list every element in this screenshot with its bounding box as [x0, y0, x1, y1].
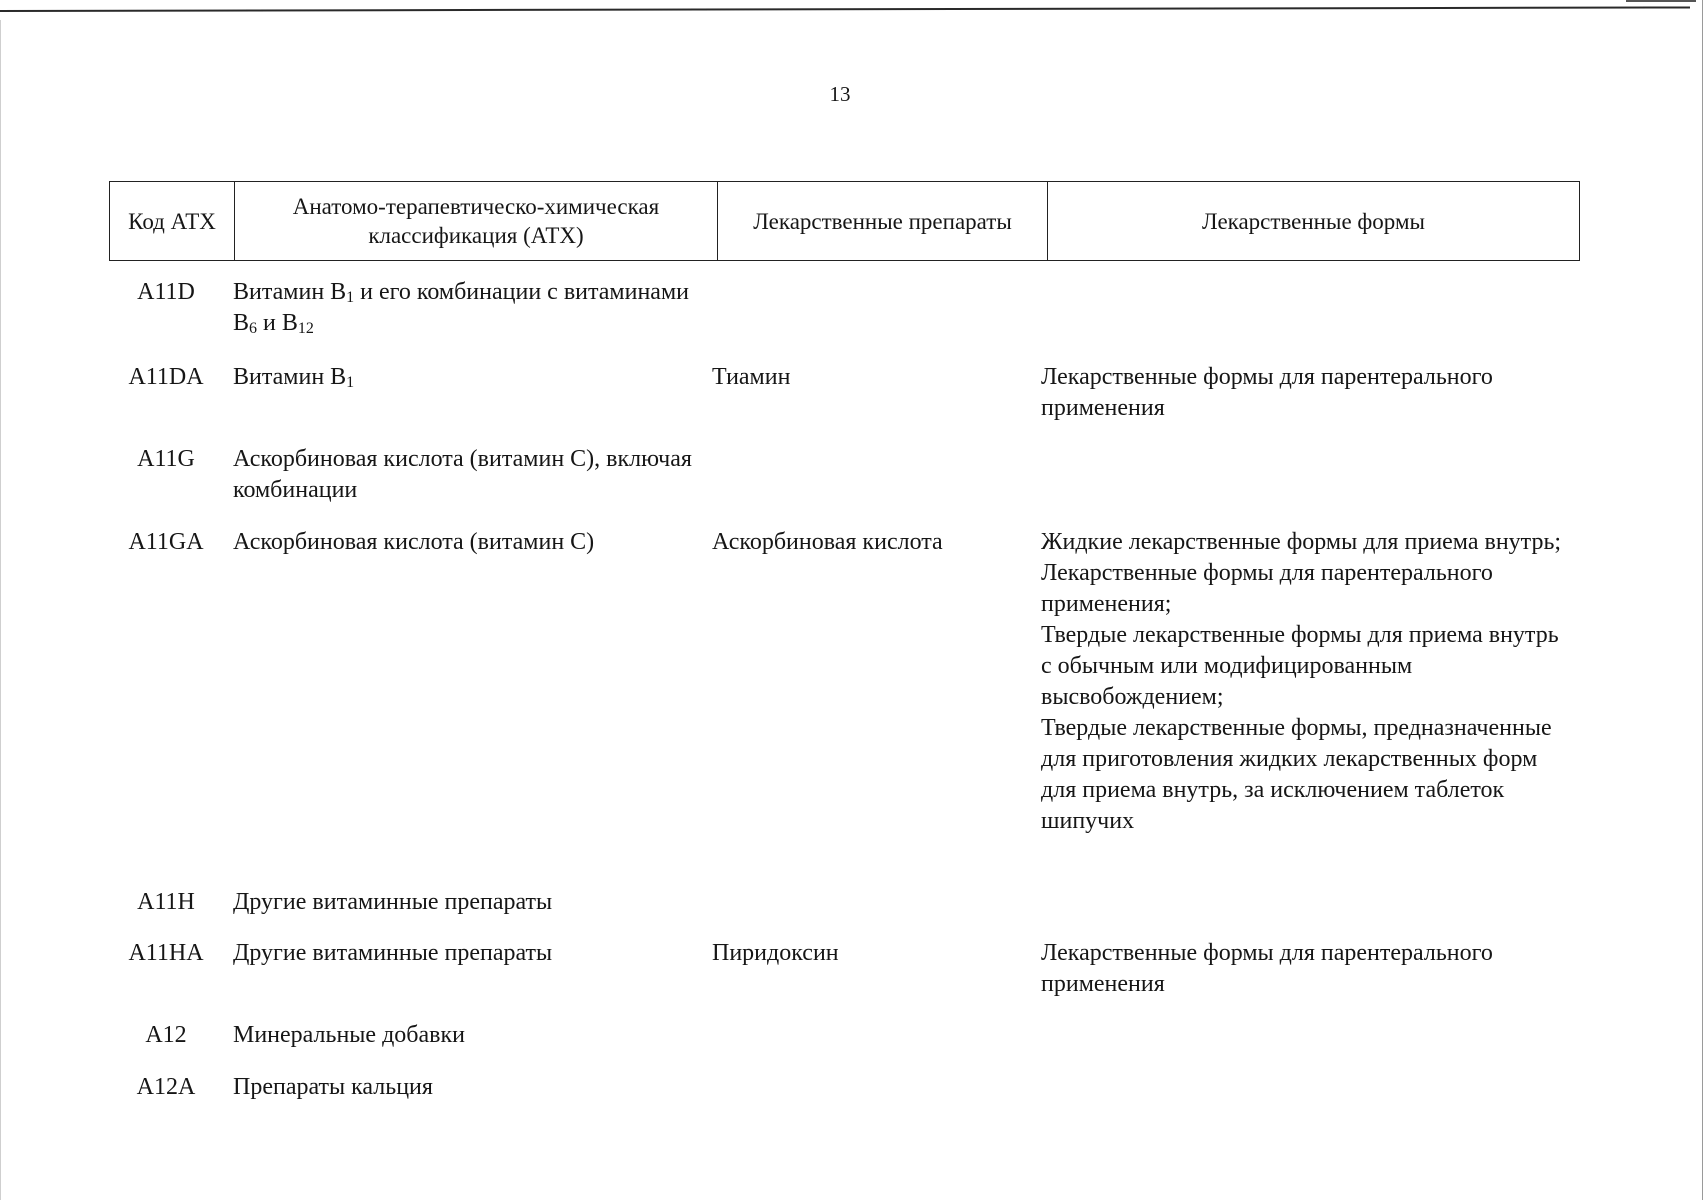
atc-code: A11DA: [128, 364, 204, 390]
scan-right-edge: [1702, 0, 1703, 1200]
table-row: [109, 261, 1579, 362]
atc-text: Витамин B: [233, 279, 347, 305]
dosage-form-item: Жидкие лекарственные формы для приема внутрь;: [1041, 529, 1562, 555]
atc-classification: Минеральные добавки: [233, 1022, 465, 1048]
atc-classification: Другие витаминные препараты: [233, 889, 553, 915]
drug-name: [710, 277, 1038, 362]
table-row: [109, 444, 1579, 527]
atc-classification: Аскорбиновая кислота (витамин C): [233, 529, 595, 555]
dosage-forms-list: [1038, 527, 1568, 887]
atc-code: A12A: [136, 1074, 196, 1100]
header-cell-drugs: Лекарственные препараты: [718, 182, 1048, 261]
atc-code: A12: [145, 1022, 187, 1048]
dosage-forms: Лекарственные формы для парентерального применения: [1041, 940, 1493, 997]
table-row: [109, 938, 1579, 1020]
dosage-form-item: Твердые лекарственные формы, предназначенные для приготовления жидких лекарственных форм для приема внутрь, за исключением таблеток шипучих: [1041, 715, 1552, 834]
atc-classification: Аскорбиновая кислота (витамин C), включая комбинации: [233, 446, 692, 503]
atc-subscript: 1: [346, 289, 355, 306]
atc-subscript: 1: [346, 374, 355, 391]
atc-classification: [227, 277, 710, 362]
dosage-form-item: Лекарственные формы для парентерального применения;: [1041, 560, 1493, 617]
dosage-form-item: Твердые лекарственные формы для приема внутрь с обычным или модифицированным высвобождением;: [1041, 622, 1559, 710]
atc-code: A11H: [137, 889, 195, 915]
drug-name: Тиамин: [712, 364, 791, 390]
header-cell-atc: Анатомо-терапевтическо-химическая классификация (АТХ): [235, 182, 718, 261]
dosage-forms: [1038, 277, 1568, 362]
atc-text: и его комбинации с витаминами B: [233, 279, 689, 336]
table-body: [109, 261, 1579, 1112]
atc-subscript: 12: [297, 320, 314, 337]
table-row: [109, 1020, 1579, 1072]
atc-code: A11D: [137, 279, 195, 305]
table-header: [109, 181, 1580, 261]
dosage-forms: Лекарственные формы для парентерального применения: [1041, 364, 1493, 421]
drug-name: Аскорбиновая кислота: [712, 529, 943, 555]
atc-code: A11GA: [128, 529, 204, 555]
scan-top-border-line: [0, 6, 1690, 12]
dosage-forms: [1038, 1072, 1568, 1112]
atc-classification: Другие витаминные препараты: [233, 940, 553, 966]
table-row: [109, 527, 1579, 887]
table-row: [109, 362, 1579, 444]
atc-text: Витамин B: [233, 364, 347, 390]
dosage-forms: [1038, 887, 1568, 938]
scan-top-stub-line: [1626, 0, 1696, 2]
drug-name: [710, 444, 1038, 527]
atc-subscript: 6: [249, 320, 258, 337]
dosage-forms: [1038, 444, 1568, 527]
scan-left-edge: [0, 20, 1, 1200]
atc-code: A11HA: [128, 940, 204, 966]
drug-name: Пиридоксин: [712, 940, 839, 966]
atc-text: и B: [257, 310, 298, 336]
page-number: 13: [829, 82, 851, 106]
table-row: [109, 887, 1579, 938]
table-row: [109, 1072, 1579, 1112]
header-cell-code: Код АТХ: [110, 182, 235, 261]
atc-code: A11G: [137, 446, 195, 472]
drug-name: [710, 1020, 1038, 1072]
header-row: [110, 182, 1580, 261]
atc-classification: Препараты кальция: [233, 1074, 433, 1100]
atc-classification: [227, 362, 710, 444]
drug-name: [710, 887, 1038, 938]
dosage-forms: [1038, 1020, 1568, 1072]
header-cell-forms: Лекарственные формы: [1048, 182, 1580, 261]
drug-name: [710, 1072, 1038, 1112]
